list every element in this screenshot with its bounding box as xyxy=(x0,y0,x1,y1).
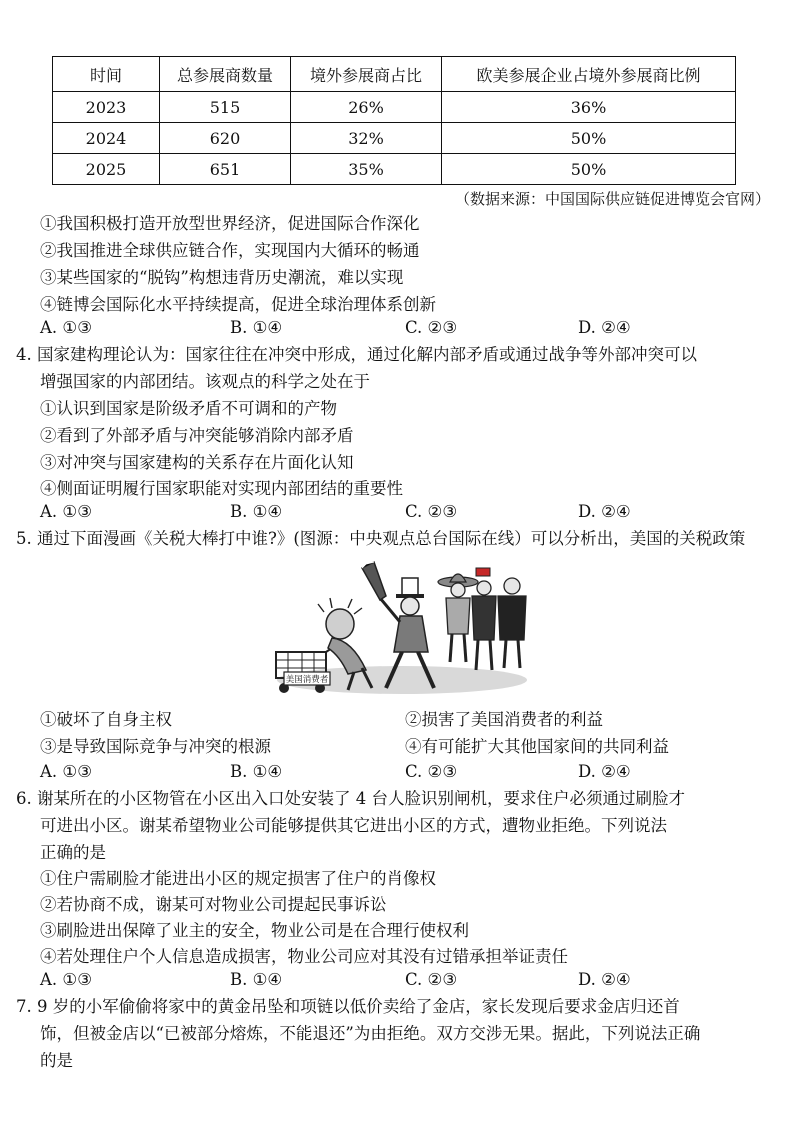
option-a: A. ①③ xyxy=(40,762,92,781)
q5-item-1: ①破坏了自身主权 xyxy=(40,710,172,729)
q6-item-2: ②若协商不成，谢某可对物业公司提起民事诉讼 xyxy=(40,895,387,914)
q6-item-3: ③刷脸进出保障了业主的安全，物业公司是在合理行使权利 xyxy=(40,921,469,940)
table-cell: 620 xyxy=(160,123,291,154)
onlooker-suit-figure xyxy=(498,578,526,668)
table-cell: 2024 xyxy=(53,123,160,154)
table-cell: 2023 xyxy=(53,92,160,123)
table-source-note: （数据来源：中国国际供应链促进博览会官网） xyxy=(454,190,770,208)
q6-item-4: ④若处理住户个人信息造成损害，物业公司应对其没有过错承担举证责任 xyxy=(40,947,568,966)
q6-stem-line-3: 正确的是 xyxy=(40,843,106,862)
table-header-row xyxy=(53,57,736,92)
option-a: A. ①③ xyxy=(40,318,92,337)
q5-items-row-1 xyxy=(40,708,760,732)
option-a: A. ①③ xyxy=(40,502,92,521)
q7-stem-line-3: 的是 xyxy=(40,1051,73,1070)
option-b: B. ①④ xyxy=(230,502,283,521)
q5-items-row-2 xyxy=(40,735,760,759)
q4-item-1: ①认识到国家是阶级矛盾不可调和的产物 xyxy=(40,399,337,418)
table-cell: 32% xyxy=(291,123,442,154)
option-d: D. ②④ xyxy=(578,762,631,781)
header-time: 时间 xyxy=(53,57,160,92)
q3-item-2: ②我国推进全球供应链合作，实现国内大循环的畅通 xyxy=(40,241,420,260)
table-cell: 36% xyxy=(442,92,736,123)
q4-stem-line-2: 增强国家的内部团结。该观点的科学之处在于 xyxy=(40,372,370,391)
cart-label: 美国消费者 xyxy=(285,675,329,685)
table-cell: 50% xyxy=(442,154,736,185)
table-cell: 50% xyxy=(442,123,736,154)
option-c: C. ②③ xyxy=(405,970,458,989)
q6-options xyxy=(40,968,760,992)
onlooker-sombrero-figure xyxy=(438,574,478,662)
table-cell: 2025 xyxy=(53,154,160,185)
q3-item-3: ③某些国家的“脱钩”构想违背历史潮流，难以实现 xyxy=(40,268,404,287)
table-row xyxy=(53,154,736,185)
q3-item-4: ④链博会国际化水平持续提高，促进全球治理体系创新 xyxy=(40,295,436,314)
q7-stem-line-1: 7. 9 岁的小军偷偷将家中的黄金吊坠和项链以低价卖给了金店，家长发现后要求金店归还首 xyxy=(16,997,680,1016)
option-c: C. ②③ xyxy=(405,318,458,337)
q3-item-1: ①我国积极打造开放型世界经济，促进国际合作深化 xyxy=(40,214,420,233)
option-c: C. ②③ xyxy=(405,502,458,521)
option-b: B. ①④ xyxy=(230,970,283,989)
table-cell: 515 xyxy=(160,92,291,123)
tariff-cartoon xyxy=(262,548,548,700)
exhibitor-table xyxy=(52,56,736,185)
tariff-bat-icon xyxy=(362,562,386,600)
header-euro-us-share: 欧美参展企业占境外参展商比例 xyxy=(442,57,736,92)
option-d: D. ②④ xyxy=(578,318,631,337)
option-b: B. ①④ xyxy=(230,762,283,781)
q5-item-4: ④有可能扩大其他国家间的共同利益 xyxy=(405,737,669,756)
q4-item-3: ③对冲突与国家建构的关系存在片面化认知 xyxy=(40,453,354,472)
table-row xyxy=(53,92,736,123)
option-d: D. ②④ xyxy=(578,970,631,989)
option-d: D. ②④ xyxy=(578,502,631,521)
table-cell: 651 xyxy=(160,154,291,185)
table-row xyxy=(53,123,736,154)
option-a: A. ①③ xyxy=(40,970,92,989)
q4-stem-line-1: 4. 国家建构理论认为：国家往往在冲突中形成，通过化解内部矛盾或通过战争等外部冲突可以 xyxy=(16,345,697,364)
q7-stem-line-2: 饰，但被金店以“已被部分熔炼，不能退还”为由拒绝。双方交涉无果。据此，下列说法正确 xyxy=(40,1024,701,1043)
q4-options xyxy=(40,500,760,524)
q5-options xyxy=(40,760,760,784)
q6-stem-line-1: 6. 谢某所在的小区物管在小区出入口处安装了 4 台人脸识别闸机，要求住户必须通过刷脸才 xyxy=(16,789,685,808)
header-foreign-share: 境外参展商占比 xyxy=(291,57,442,92)
q4-item-4: ④侧面证明履行国家职能对实现内部团结的重要性 xyxy=(40,479,403,498)
q5-stem: 5. 通过下面漫画《关税大棒打中谁?》(图源：中央观点总台国际在线）可以分析出，美国的关税政策 xyxy=(16,529,746,548)
table-cell: 35% xyxy=(291,154,442,185)
q5-item-3: ③是导致国际竞争与冲突的根源 xyxy=(40,737,271,756)
option-b: B. ①④ xyxy=(230,318,283,337)
q4-item-2: ②看到了外部矛盾与冲突能够消除内部矛盾 xyxy=(40,426,354,445)
option-c: C. ②③ xyxy=(405,762,458,781)
q3-options xyxy=(40,316,760,340)
q5-item-2: ②损害了美国消费者的利益 xyxy=(405,710,603,729)
q6-stem-line-2: 可进出小区。谢某希望物业公司能够提供其它进出小区的方式，遭物业拒绝。下列说法 xyxy=(40,816,667,835)
table-cell: 26% xyxy=(291,92,442,123)
q6-item-1: ①住户需刷脸才能进出小区的规定损害了住户的肖像权 xyxy=(40,869,436,888)
header-total: 总参展商数量 xyxy=(160,57,291,92)
